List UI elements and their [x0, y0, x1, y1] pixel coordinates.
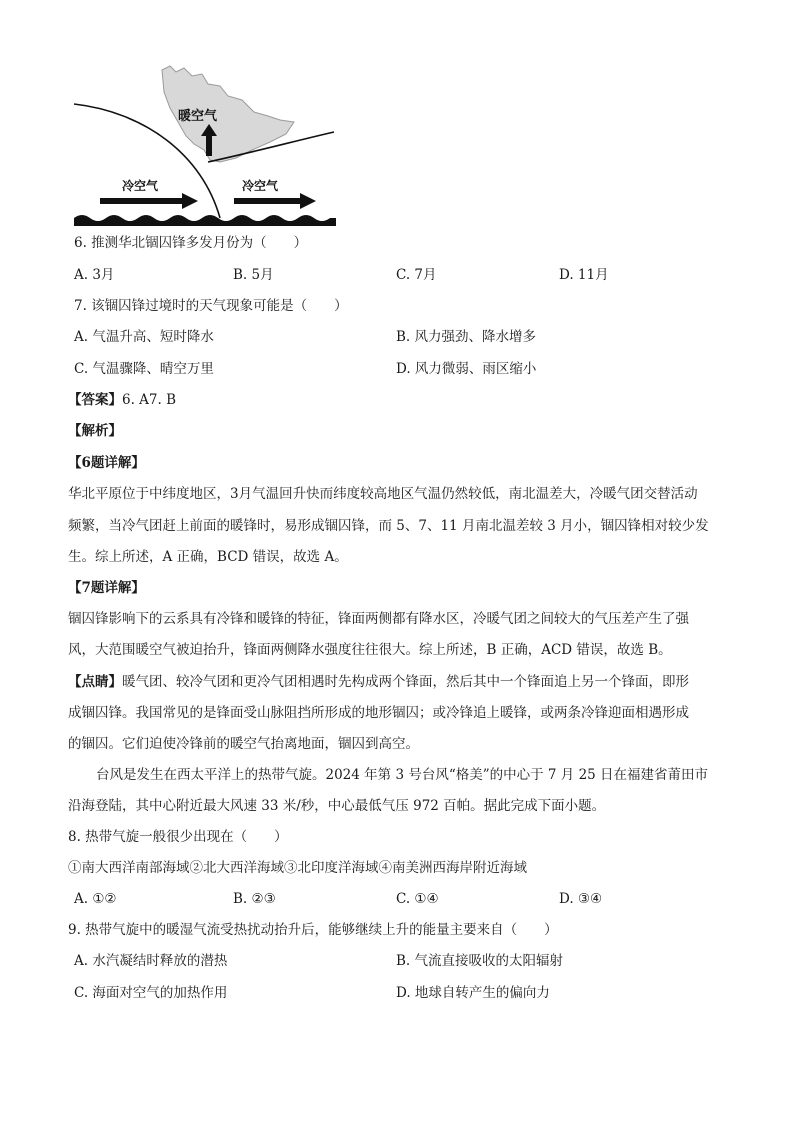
occluded-front-diagram [74, 62, 338, 228]
right-arrow-head [300, 193, 316, 209]
q8-option-c[interactable]: C. ①④ [396, 891, 439, 907]
tip-text-1: 暖气团、较冷气团和更冷气团相遇时先构成两个锋面，然后其中一个锋面追上另一个锋面，即形 [122, 674, 689, 690]
passage-line-2: 沿海登陆，其中心附近最大风速 33 米/秒，中心最低气压 972 百帕。据此完成下面小题。 [68, 798, 606, 814]
answer-tag: 【答案】 [68, 392, 122, 408]
detail6-tag: 【6题详解】 [68, 455, 145, 471]
q6-option-a[interactable]: A. 3月 [74, 267, 115, 283]
tip-line-1 [68, 674, 689, 690]
detail7-line-1: 锢囚锋影响下的云系具有冷锋和暖锋的特征，锋面两侧都有降水区，冷暖气团之间较大的气压差产生了强 [68, 611, 689, 627]
q6-option-d[interactable]: D. 11月 [559, 267, 609, 283]
detail6-line-1: 华北平原位于中纬度地区，3月气温回升快而纬度较高地区气温仍然较低，南北温差大，冷暖气团交替活动 [68, 486, 698, 502]
q8-option-b[interactable]: B. ②③ [233, 891, 276, 907]
tip-line-2: 成锢囚锋。我国常见的是锋面受山脉阻挡所形成的地形锢囚；或冷锋追上暖锋，或两条冷锋迎面相遇形成 [68, 705, 689, 721]
q8-choices: ①南大西洋南部海域②北大西洋海域③北印度洋海域④南美洲西海岸附近海域 [68, 860, 527, 876]
passage-line-1: 台风是发生在西太平洋上的热带气旋。2024 年第 3 号台风“格美”的中心于 7 月 25 日在福建省莆田市 [96, 767, 709, 783]
answer-text: 6. A7. B [122, 392, 177, 408]
detail7-line-2: 风，大范围暖空气被迫抬升，锋面两侧降水强度往往很大。综上所述，B 正确，ACD 错误，故选 B。 [68, 642, 672, 658]
analysis-tag: 【解析】 [68, 423, 122, 439]
cold-air-right-label: 冷空气 [242, 179, 279, 193]
q6-option-c[interactable]: C. 7月 [396, 267, 437, 283]
q6-stem: 6. 推测华北锢囚锋多发月份为（ ） [74, 235, 308, 251]
cold-air-left-label: 冷空气 [122, 179, 159, 193]
left-arrow-shaft [100, 198, 184, 204]
q9-option-d[interactable]: D. 地球自转产生的偏向力 [396, 985, 550, 1001]
detail6-line-3: 生。综上所述，A 正确，BCD 错误，故选 A。 [68, 549, 348, 565]
left-arrow-head [182, 193, 198, 209]
diagram-svg [74, 62, 338, 228]
warm-air-label: 暖空气 [178, 109, 218, 124]
upward-arrow-shaft [206, 134, 212, 156]
q9-option-b[interactable]: B. 气流直接吸收的太阳辐射 [396, 953, 564, 969]
detail6-line-2: 频繁，当冷气团赶上前面的暖锋时，易形成锢囚锋，而 5、7、11 月南北温差较 3 月小，锢囚锋相对较少发 [68, 518, 709, 534]
q7-option-c[interactable]: C. 气温骤降、晴空万里 [74, 361, 214, 377]
tip-tag: 【点睛】 [68, 674, 122, 690]
q8-option-a[interactable]: A. ①② [74, 891, 117, 907]
q7-option-b[interactable]: B. 风力强劲、降水增多 [396, 329, 537, 345]
tip-line-3: 的锢囚。它们迫使冷锋前的暖空气抬离地面，锢囚到高空。 [68, 736, 419, 752]
q8-stem: 8. 热带气旋一般很少出现在（ ） [68, 829, 288, 845]
detail7-tag: 【7题详解】 [68, 580, 145, 596]
right-arrow-shaft [234, 198, 302, 204]
q7-option-a[interactable]: A. 气温升高、短时降水 [74, 329, 214, 345]
q6-option-b[interactable]: B. 5月 [233, 267, 274, 283]
q9-option-c[interactable]: C. 海面对空气的加热作用 [74, 985, 228, 1001]
q7-option-d[interactable]: D. 风力微弱、雨区缩小 [396, 361, 537, 377]
q8-option-d[interactable]: D. ③④ [559, 891, 603, 907]
q9-option-a[interactable]: A. 水汽凝结时释放的潜热 [74, 953, 228, 969]
ground-surface [74, 215, 336, 226]
q9-stem: 9. 热带气旋中的暖湿气流受热扰动抬升后，能够继续上升的能量主要来自（ ） [68, 922, 558, 938]
answer-line [68, 392, 176, 408]
q7-stem: 7. 该锢囚锋过境时的天气现象可能是（ ） [74, 298, 348, 314]
